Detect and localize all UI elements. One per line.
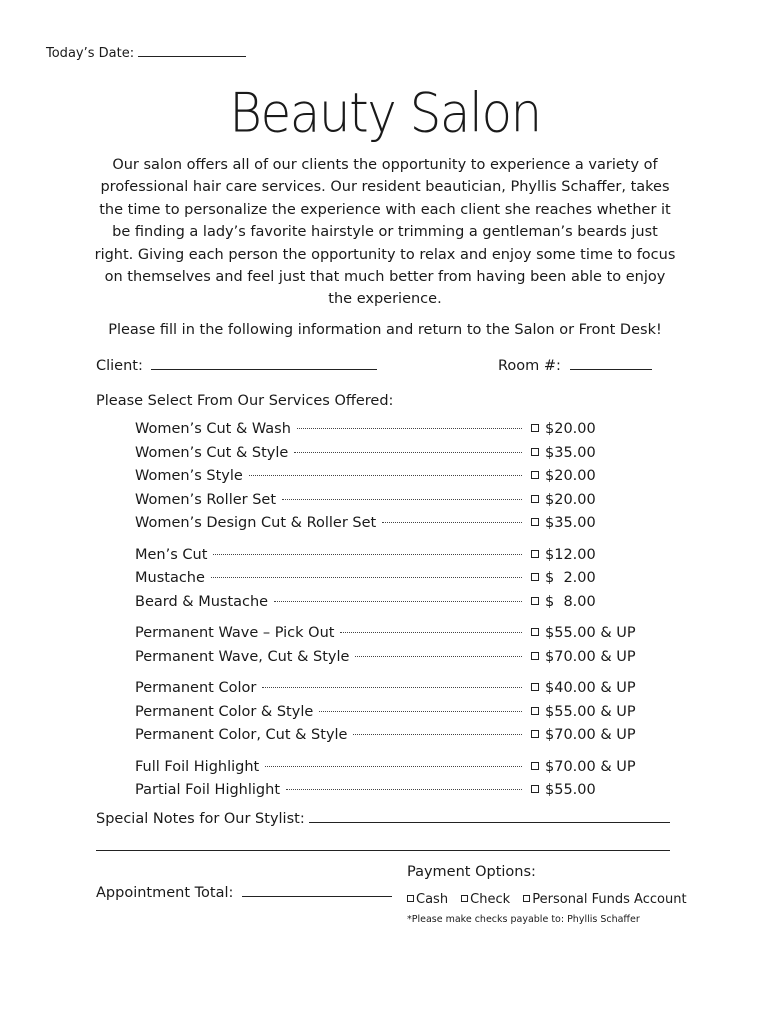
services-list (135, 421, 655, 814)
service-name: Women’s Roller Set (135, 491, 277, 508)
checkbox-icon[interactable] (531, 573, 539, 581)
service-price: $35.00 (545, 515, 596, 531)
checkbox-icon[interactable] (531, 683, 539, 691)
checkbox-icon[interactable] (531, 495, 539, 503)
total-label: Appointment Total: (96, 885, 234, 901)
service-price: $55.00 (545, 782, 596, 798)
todays-date (46, 46, 246, 61)
total-row (96, 885, 392, 901)
service-row (135, 547, 655, 571)
service-row (135, 445, 655, 469)
service-price: $35.00 (545, 444, 596, 461)
checkbox-icon[interactable] (531, 628, 539, 636)
room-label: Room #: (498, 358, 561, 374)
dot-leader (286, 789, 522, 790)
service-option[interactable] (528, 547, 655, 563)
service-option[interactable] (528, 445, 655, 461)
service-group (135, 759, 655, 806)
service-row (135, 421, 655, 445)
client-label: Client: (96, 358, 143, 374)
notes-label: Special Notes for Our Stylist: (96, 811, 305, 827)
notes-row (96, 811, 670, 827)
service-name: Permanent Wave, Cut & Style (135, 648, 350, 665)
dot-leader (249, 475, 522, 476)
service-price: $ 2.00 (545, 570, 596, 586)
dot-leader (340, 632, 522, 633)
service-price: $55.00 & UP (545, 625, 636, 641)
service-option[interactable] (528, 594, 655, 610)
service-name: Permanent Color & Style (135, 703, 314, 720)
room-row (498, 358, 652, 374)
service-row (135, 704, 655, 728)
service-price: $20.00 (545, 468, 596, 484)
dot-leader (265, 766, 522, 767)
dot-leader (274, 601, 522, 602)
service-name: Women’s Style (135, 468, 243, 484)
payment-option-cash[interactable]: Cash (407, 892, 448, 907)
dot-leader (294, 452, 522, 453)
services-heading: Please Select From Our Services Offered: (96, 393, 394, 409)
checkbox-icon[interactable] (531, 762, 539, 770)
checkbox-icon[interactable] (531, 597, 539, 605)
checkbox-icon (523, 895, 530, 902)
checkbox-icon (407, 895, 414, 902)
service-price: $20.00 (545, 491, 596, 508)
service-price: $70.00 & UP (545, 758, 636, 775)
service-row (135, 570, 655, 594)
service-group (135, 625, 655, 672)
dot-leader (319, 711, 522, 712)
service-name: Men’s Cut (135, 546, 208, 563)
service-option[interactable] (528, 468, 655, 484)
service-price: $70.00 & UP (545, 727, 636, 743)
service-row (135, 492, 655, 516)
client-row (96, 358, 377, 374)
payment-option-personal-funds[interactable]: Personal Funds Account (523, 892, 686, 907)
service-option[interactable] (528, 515, 655, 531)
notes-field-line-2[interactable] (96, 850, 670, 851)
service-row (135, 515, 655, 539)
dot-leader (297, 428, 522, 429)
service-option[interactable] (528, 782, 655, 798)
service-price: $12.00 (545, 546, 596, 563)
client-field[interactable] (151, 369, 377, 370)
checkbox-icon[interactable] (531, 652, 539, 660)
service-name: Women’s Cut & Style (135, 444, 289, 461)
date-field[interactable] (138, 56, 246, 57)
checkbox-icon (461, 895, 468, 902)
service-name: Permanent Color, Cut & Style (135, 727, 348, 743)
notes-field[interactable] (309, 822, 670, 823)
service-option[interactable] (528, 492, 655, 508)
service-name: Permanent Wave – Pick Out (135, 625, 335, 641)
checkbox-icon[interactable] (531, 448, 539, 456)
dot-leader (211, 577, 522, 578)
dot-leader (213, 554, 522, 555)
payment-options (407, 888, 695, 907)
service-option[interactable] (528, 704, 655, 720)
service-row (135, 625, 655, 649)
service-price: $55.00 & UP (545, 703, 636, 720)
service-name: Mustache (135, 570, 205, 586)
service-name: Permanent Color (135, 680, 257, 696)
service-option[interactable] (528, 649, 655, 665)
service-name: Full Foil Highlight (135, 758, 260, 775)
service-row (135, 727, 655, 751)
service-group (135, 547, 655, 618)
checkbox-icon[interactable] (531, 471, 539, 479)
service-name: Women’s Design Cut & Roller Set (135, 515, 377, 531)
service-row (135, 594, 655, 618)
checkbox-icon[interactable] (531, 707, 539, 715)
payment-note: *Please make checks payable to: Phyllis Schaffer (407, 914, 640, 925)
payment-heading: Payment Options: (407, 864, 536, 880)
service-row (135, 680, 655, 704)
service-option[interactable] (528, 680, 655, 696)
service-price: $70.00 & UP (545, 648, 636, 665)
dot-leader (382, 522, 522, 523)
service-name: Partial Foil Highlight (135, 782, 280, 798)
dot-leader (353, 734, 522, 735)
service-price: $ 8.00 (545, 593, 596, 610)
dot-leader (282, 499, 522, 500)
payment-option-check[interactable]: Check (461, 892, 510, 907)
service-price: $20.00 (545, 421, 596, 437)
intro-paragraph: Our salon offers all of our clients the opportunity to experience a variety of professional hair care services. Our resident beautician, Phyllis Schaffer, takes the time to personalize the experience with each client she reaches whether it be finding a lady’s favorite hairstyle or trimming a gentleman’s beards just right. Giving each person the opportunity to relax and enjoy some time to focus on themselves and feel just that much better from having been able to enjoy the experience. (94, 157, 676, 308)
service-name: Beard & Mustache (135, 593, 269, 610)
instruction-text: Please fill in the following information and return to the Salon or Front Desk! (108, 322, 662, 338)
service-row (135, 649, 655, 673)
dot-leader (262, 687, 522, 688)
service-option[interactable] (528, 727, 655, 743)
dot-leader (355, 656, 522, 657)
date-label: Today’s Date: (46, 46, 135, 61)
checkbox-icon[interactable] (531, 424, 539, 432)
room-field[interactable] (570, 369, 652, 370)
service-option[interactable] (528, 759, 655, 775)
service-price: $40.00 & UP (545, 680, 636, 696)
service-row (135, 468, 655, 492)
checkbox-icon[interactable] (531, 550, 539, 558)
service-group (135, 680, 655, 751)
checkbox-icon[interactable] (531, 730, 539, 738)
service-option[interactable] (528, 570, 655, 586)
checkbox-icon[interactable] (531, 518, 539, 526)
page-title: Beauty Salon (229, 81, 541, 145)
service-row (135, 759, 655, 783)
service-group (135, 421, 655, 539)
service-row (135, 782, 655, 806)
checkbox-icon[interactable] (531, 785, 539, 793)
total-field[interactable] (242, 896, 392, 897)
service-option[interactable] (528, 421, 655, 437)
service-option[interactable] (528, 625, 655, 641)
service-name: Women’s Cut & Wash (135, 421, 291, 437)
